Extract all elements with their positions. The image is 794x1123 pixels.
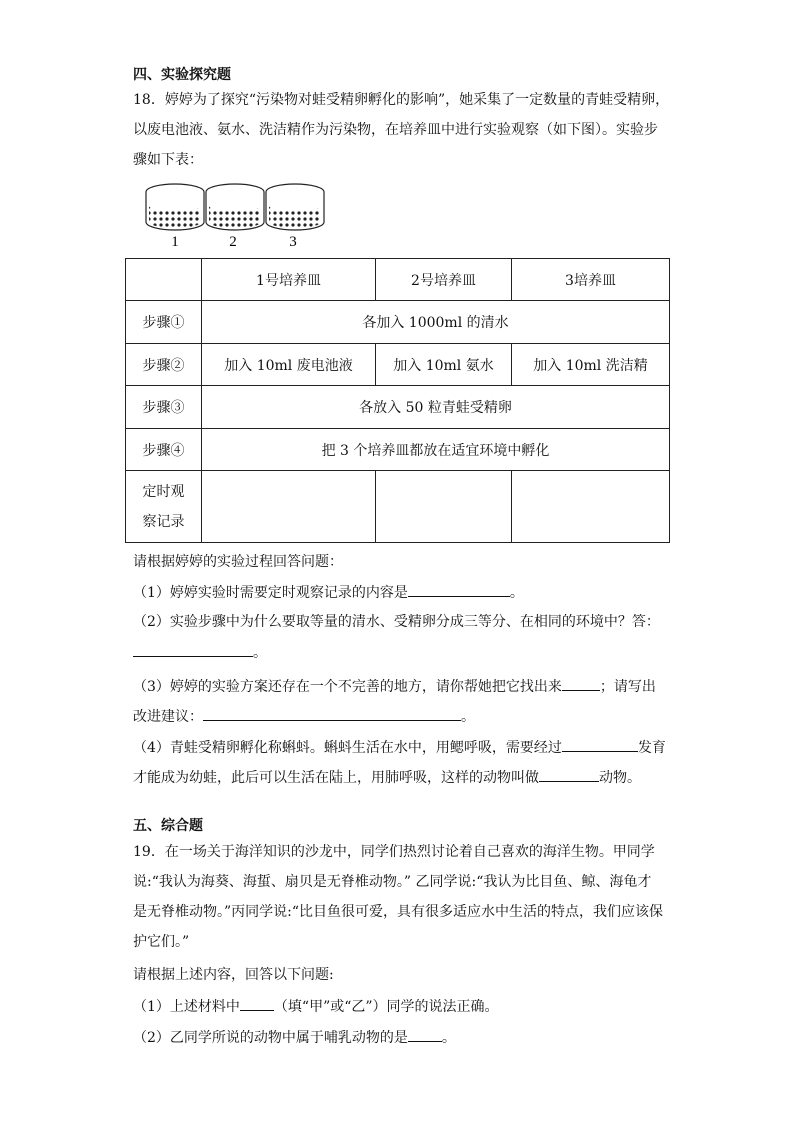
sub-question-3-end: 。 bbox=[461, 709, 475, 725]
header-dish-1: 1号培养皿 bbox=[202, 259, 376, 301]
petri-dish-figure bbox=[140, 180, 340, 254]
sub-question-1-text: （1）婷婷实验时需要定时观察记录的内容是 bbox=[133, 585, 408, 601]
dish-label-1: 1 bbox=[171, 234, 179, 250]
answer-blank-3a[interactable] bbox=[562, 676, 600, 691]
table-row-step-1 bbox=[126, 301, 670, 344]
table-row-step-2 bbox=[126, 344, 670, 386]
record-dish-2 bbox=[376, 471, 512, 543]
sub-question-4-text-2: 才能成为幼蛙，此后可以生活在陆上，用肺呼吸，这样的动物叫做 bbox=[133, 770, 539, 786]
section-heading-comprehensive: 五、综合题 bbox=[133, 818, 203, 834]
sub-question-4-end: 动物。 bbox=[599, 770, 641, 786]
sub-question-4-mid: 发育 bbox=[637, 740, 666, 756]
question-19-sub-1-end: （填“甲”或“乙”）同学的说法正确。 bbox=[273, 999, 499, 1015]
sub-question-3-line-2 bbox=[133, 706, 475, 727]
question-18-line-3: 骤如下表： bbox=[133, 152, 203, 168]
answer-blank-1[interactable] bbox=[408, 582, 510, 597]
sub-question-4-text: （4）青蛙受精卵孵化称蝌蚪。蝌蚪生活在水中，用鳃呼吸，需要经过 bbox=[133, 740, 562, 756]
table-row-record bbox=[126, 471, 670, 543]
sub-question-2-end: 。 bbox=[253, 645, 267, 661]
answer-blank-19-2[interactable] bbox=[408, 1027, 442, 1042]
answer-blank-2[interactable] bbox=[133, 642, 253, 657]
step-3-content: 各放入 50 粒青蛙受精卵 bbox=[202, 386, 670, 429]
step-2-dish-3: 加入 10ml 洗洁精 bbox=[512, 344, 670, 386]
question-19-sub-1 bbox=[133, 996, 499, 1017]
header-dish-3: 3培养皿 bbox=[512, 259, 670, 301]
petri-dish-1 bbox=[146, 184, 204, 230]
question-18-line-1: 18．婷婷为了探究“污染物对蛙受精卵孵化的影响”，她采集了一定数量的青蛙受精卵， bbox=[133, 92, 670, 108]
dish-label-2: 2 bbox=[229, 234, 237, 250]
record-label-line-1: 定时观 bbox=[142, 483, 185, 500]
answer-blank-4a[interactable] bbox=[562, 737, 638, 752]
petri-dish-2 bbox=[206, 184, 264, 230]
step-3-label: 步骤③ bbox=[126, 386, 202, 429]
question-19-prompt: 请根据上述内容，回答以下问题: bbox=[133, 967, 334, 983]
record-dish-3 bbox=[512, 471, 670, 543]
question-19-sub-2 bbox=[133, 1027, 456, 1048]
record-label-line-2: 察记录 bbox=[142, 513, 185, 530]
record-label bbox=[126, 471, 202, 543]
question-19-line-2: 说:“我认为海葵、海蜇、扇贝是无脊椎动物。” 乙同学说:“我认为比目鱼、鲸、海龟才 bbox=[133, 874, 652, 890]
step-2-label: 步骤② bbox=[126, 344, 202, 386]
step-4-label: 步骤④ bbox=[126, 429, 202, 471]
sub-question-3-text: （3）婷婷的实验方案还存在一个不完善的地方，请你帮她把它找出来 bbox=[133, 679, 562, 695]
step-1-content: 各加入 1000ml 的清水 bbox=[202, 301, 670, 344]
sub-question-4 bbox=[133, 737, 666, 758]
table-row-step-3 bbox=[126, 386, 670, 429]
experiment-steps-table bbox=[125, 258, 670, 543]
answer-blank-3b[interactable] bbox=[203, 706, 461, 721]
sub-question-3 bbox=[133, 676, 656, 697]
table-corner-cell bbox=[126, 259, 202, 301]
sub-question-2: （2）实验步骤中为什么要取等量的清水、受精卵分成三等分、在相同的环境中？答： bbox=[133, 614, 660, 630]
answer-blank-19-1[interactable] bbox=[240, 996, 274, 1011]
question-19-line-1: 19．在一场关于海洋知识的沙龙中，同学们热烈讨论着自己喜欢的海洋生物。甲同学 bbox=[133, 844, 655, 860]
section-heading-experiment: 四、实验探究题 bbox=[133, 67, 231, 83]
answer-blank-4b[interactable] bbox=[539, 767, 599, 782]
petri-dish-3 bbox=[266, 184, 324, 230]
sub-question-4-line-2 bbox=[133, 767, 641, 788]
sub-question-3-suggestion-label: 改进建议： bbox=[133, 709, 203, 725]
table-row-step-4 bbox=[126, 429, 670, 471]
question-19-sub-1-text: （1）上述材料中 bbox=[133, 999, 240, 1015]
table-header-row bbox=[126, 259, 670, 301]
record-dish-1 bbox=[202, 471, 376, 543]
sub-question-1 bbox=[133, 582, 524, 603]
sub-question-3-mid: ；请写出 bbox=[599, 679, 656, 695]
sub-question-1-end: 。 bbox=[509, 585, 524, 601]
dish-label-3: 3 bbox=[289, 234, 297, 250]
step-1-label: 步骤① bbox=[126, 301, 202, 344]
question-19-line-4: 护它们。” bbox=[133, 934, 190, 950]
header-dish-2: 2号培养皿 bbox=[376, 259, 512, 301]
question-19-line-3: 是无脊椎动物。”丙同学说:“比目鱼很可爱，具有很多适应水中生活的特点，我们应该保 bbox=[133, 904, 664, 920]
answer-prompt: 请根据婷婷的实验过程回答问题： bbox=[133, 554, 343, 570]
step-2-dish-1: 加入 10ml 废电池液 bbox=[202, 344, 376, 386]
question-18-line-2: 以废电池液、氨水、洗洁精作为污染物，在培养皿中进行实验观察（如下图）。实验步 bbox=[133, 122, 658, 138]
question-19-sub-2-end: 。 bbox=[441, 1030, 456, 1046]
step-2-dish-2: 加入 10ml 氨水 bbox=[376, 344, 512, 386]
step-4-content: 把 3 个培养皿都放在适宜环境中孵化 bbox=[202, 429, 670, 471]
sub-question-2-answer-line bbox=[133, 642, 267, 663]
question-19-sub-2-text: （2）乙同学所说的动物中属于哺乳动物的是 bbox=[133, 1030, 408, 1046]
